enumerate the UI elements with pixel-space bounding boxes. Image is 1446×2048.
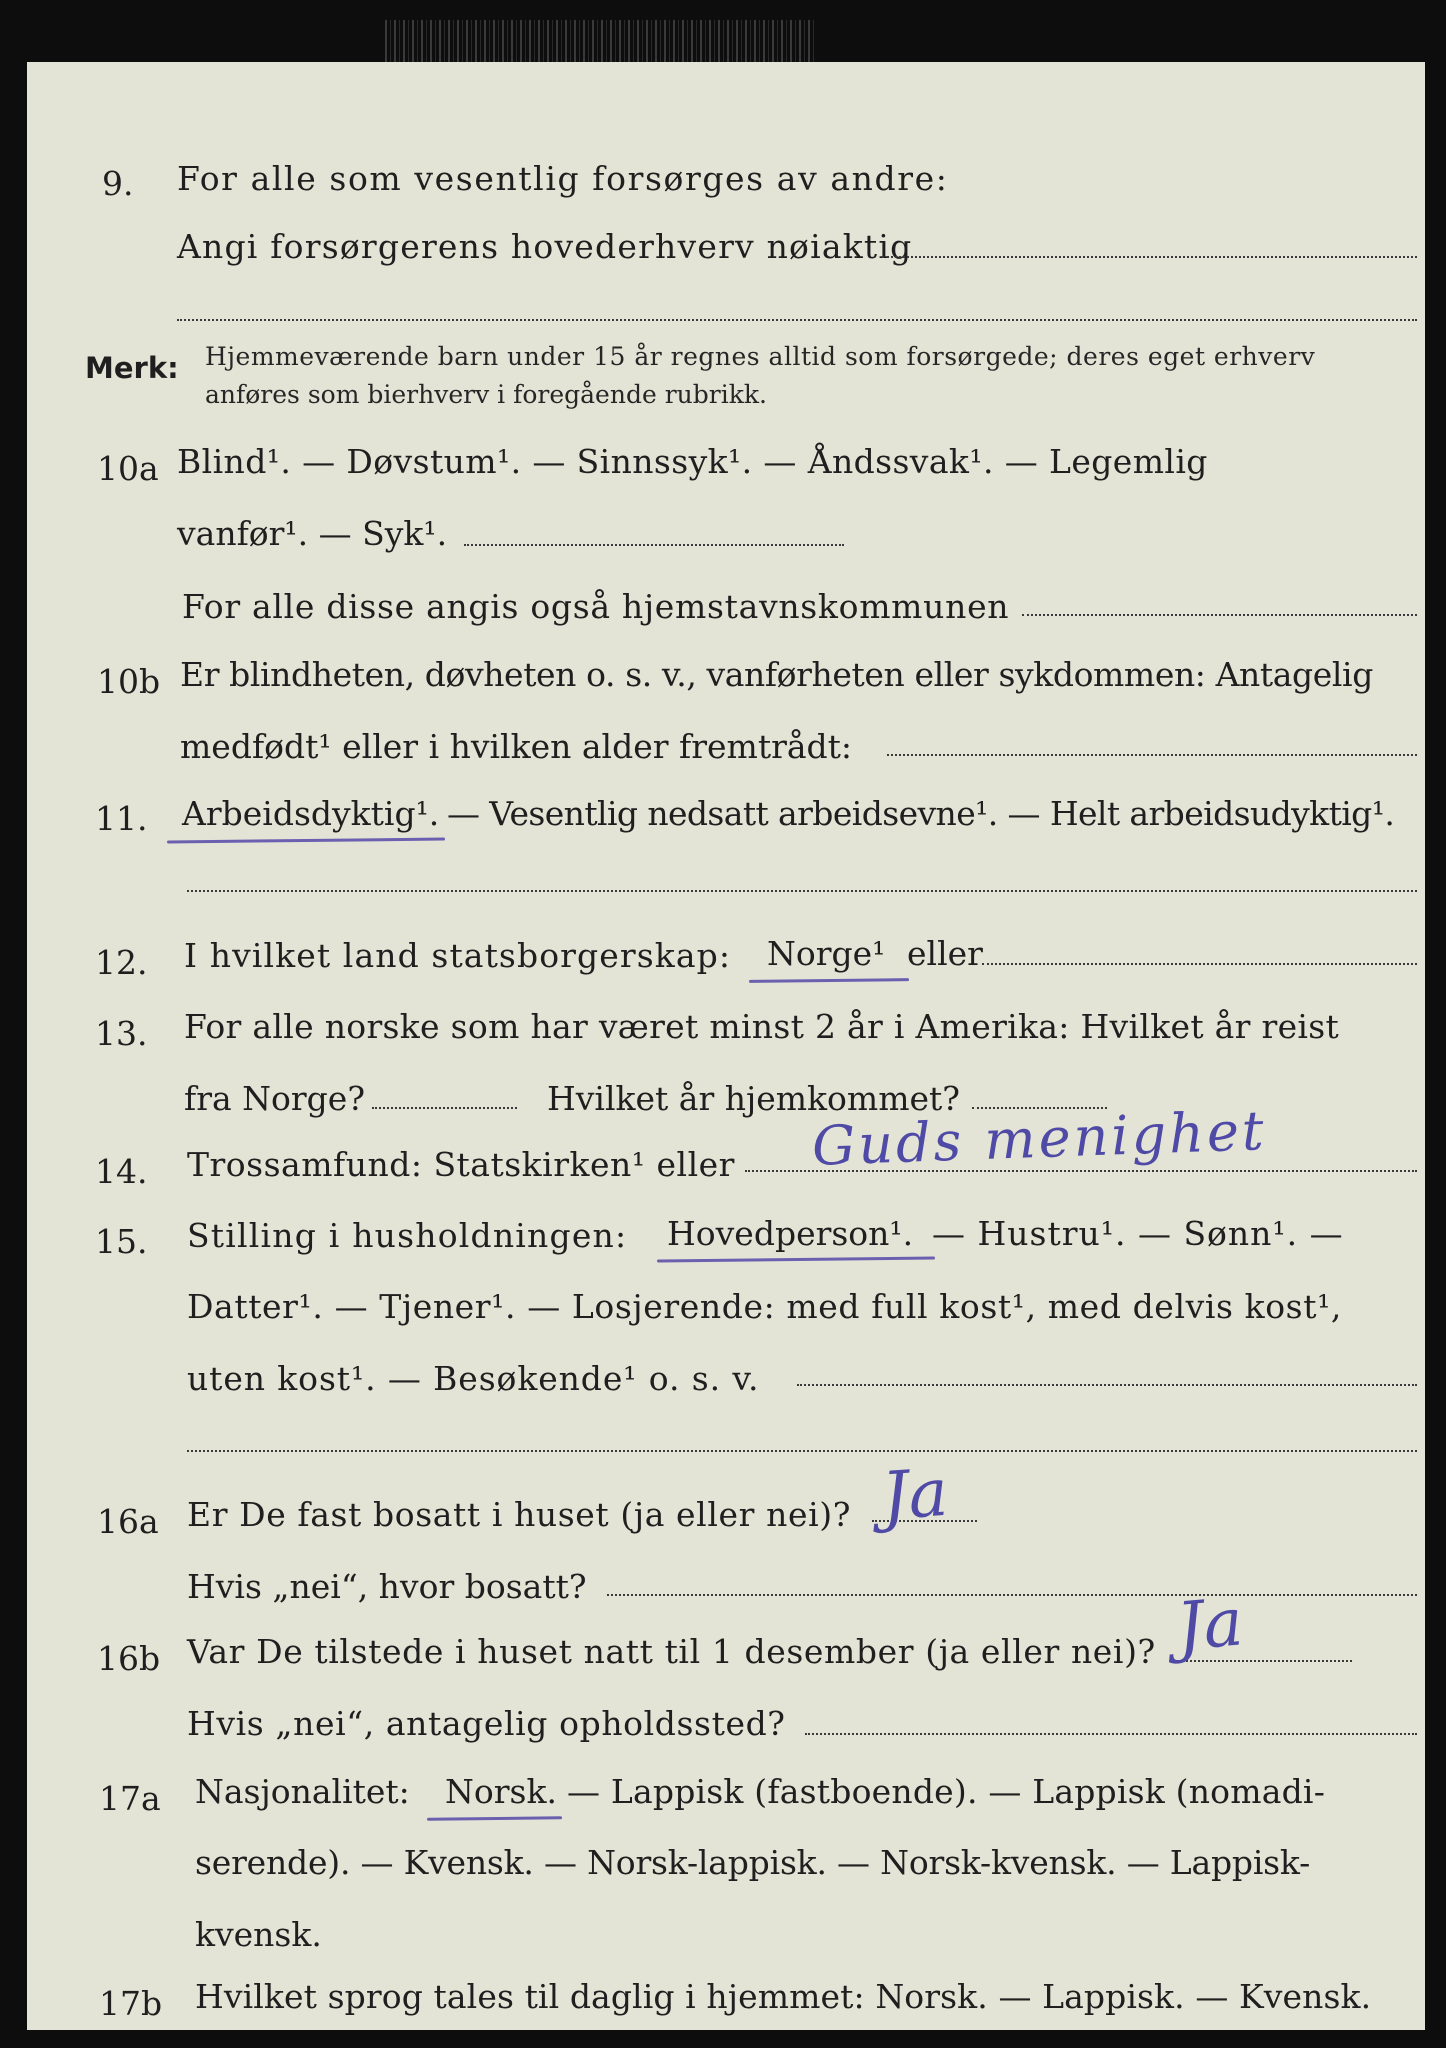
q13-year-left-line[interactable] (372, 1107, 517, 1109)
q10a-hometown-line[interactable] (1022, 614, 1417, 616)
q13-line2b: Hvilket år hjemkommet? (547, 1079, 960, 1118)
q16a-handwritten-answer: Ja (879, 1453, 951, 1536)
q10b-answer-line[interactable] (887, 754, 1417, 756)
scan-border-bottom (0, 2030, 1446, 2048)
q9-line1: For alle som vesentlig forsørges av andre: (177, 159, 949, 198)
q13-line1: For alle norske som har været minst 2 år i Amerika: Hvilket år reist (184, 1007, 1340, 1046)
q15-handwritten-underline (657, 1257, 935, 1263)
q9-line2: Angi forsørgerens hovederhverv nøiaktig (177, 227, 913, 266)
q10a-line1: Blind¹. — Døvstum¹. — Sinnssyk¹. — Åndssvak¹. — Legemlig (177, 442, 1208, 481)
q14-text: Trossamfund: Statskirken¹ eller (187, 1145, 735, 1184)
census-form-page (27, 62, 1425, 2030)
q15-line2: Datter¹. — Tjener¹. — Losjerende: med full kost¹, med delvis kost¹, (187, 1287, 1342, 1326)
q12-option-norge: Norge¹ (767, 934, 886, 973)
item-number-12: 12. (95, 943, 148, 982)
q17a-line3: kvensk. (195, 1915, 322, 1954)
q17a-handwritten-underline (427, 1816, 562, 1820)
q9-answer-line-2[interactable] (177, 319, 1417, 321)
q11-other-options: — Vesentlig nedsatt arbeidsevne¹. — Helt arbeidsudyktig¹. (447, 794, 1395, 833)
note-line2: anføres som bierhverv i foregående rubrikk. (205, 380, 767, 409)
q15-option-hovedperson: Hovedperson¹. (667, 1214, 914, 1253)
q17a-line2: serende). — Kvensk. — Norsk-lappisk. — Norsk-kvensk. — Lappisk- (195, 1843, 1311, 1882)
q16b-line1: Var De tilstede i huset natt til 1 desember (ja eller nei)? (187, 1632, 1156, 1671)
q11-answer-line[interactable] (187, 890, 1417, 892)
q16a-line1: Er De fast bosatt i huset (ja eller nei)? (187, 1495, 851, 1534)
item-number-16a: 16a (97, 1502, 159, 1541)
item-number-17b: 17b (99, 1984, 163, 2023)
q15-other-options: — Hustru¹. — Sønn¹. — (932, 1214, 1344, 1253)
note-label: Merk: (85, 351, 179, 385)
item-number-10a: 10a (97, 449, 159, 488)
q16a-line2: Hvis „nei“, hvor bosatt? (187, 1567, 587, 1606)
q16b-whereabouts-line[interactable] (805, 1733, 1417, 1735)
scan-border-left (0, 62, 27, 2048)
q10a-line3: For alle disse angis også hjemstavnskommunen (182, 587, 1010, 626)
q10a-answer-line[interactable] (464, 544, 844, 546)
q10a-line2: vanfør¹. — Syk¹. (177, 514, 448, 553)
q17a-option-norsk: Norsk. (445, 1772, 557, 1811)
q17a-text: Nasjonalitet: (195, 1772, 410, 1811)
q10b-line1: Er blindheten, døvheten o. s. v., vanførheten eller sykdommen: Antagelig (180, 655, 1373, 694)
q10b-line2: medfødt¹ eller i hvilken alder fremtrådt: (180, 727, 853, 766)
q13-line2a: fra Norge? (184, 1079, 366, 1118)
q16b-line2: Hvis „nei“, antagelig opholdssted? (187, 1704, 786, 1743)
scan-border-right (1425, 62, 1446, 2048)
item-number-14: 14. (95, 1152, 148, 1191)
item-number-11: 11. (95, 799, 148, 838)
item-number-9: 9. (102, 164, 134, 203)
q14-handwritten-answer: Guds menighet (811, 1099, 1268, 1178)
q15-text: Stilling i husholdningen: (187, 1216, 628, 1255)
note-line1: Hjemmeværende barn under 15 år regnes alltid som forsørgede; deres eget erhverv (205, 342, 1316, 371)
q12-eller: eller (907, 934, 983, 973)
item-number-10b: 10b (97, 662, 161, 701)
q11-option-arbeidsdyktig: Arbeidsdyktig¹. (182, 794, 440, 833)
q12-text: I hvilket land statsborgerskap: (184, 936, 732, 975)
q11-handwritten-underline (167, 838, 445, 844)
q17a-other-options: — Lappisk (fastboende). — Lappisk (nomadi- (567, 1772, 1326, 1811)
q15-line3: uten kost¹. — Besøkende¹ o. s. v. (187, 1359, 760, 1398)
q16a-where-line[interactable] (607, 1594, 1417, 1596)
item-number-13: 13. (95, 1014, 148, 1053)
item-number-16b: 16b (97, 1639, 161, 1678)
q12-answer-line[interactable] (982, 963, 1417, 965)
q17b-line1: Hvilket sprog tales til daglig i hjemmet: Norsk. — Lappisk. — Kvensk. (195, 1977, 1372, 2016)
item-number-15: 15. (95, 1222, 148, 1261)
q9-answer-line[interactable] (882, 256, 1417, 258)
q15-answer-line-2[interactable] (187, 1450, 1417, 1452)
q15-answer-line[interactable] (797, 1384, 1417, 1386)
item-number-17a: 17a (99, 1779, 161, 1818)
q16b-handwritten-answer: Ja (1173, 1583, 1246, 1666)
scan-calibration-bars (385, 20, 815, 62)
q12-handwritten-underline (749, 978, 909, 983)
